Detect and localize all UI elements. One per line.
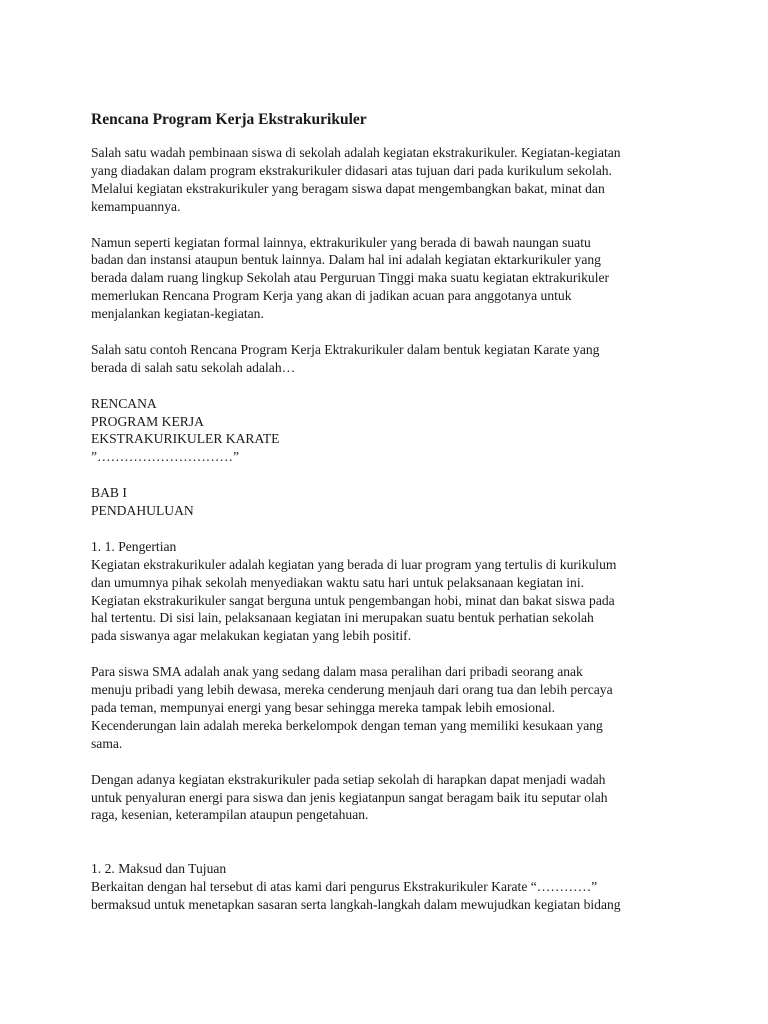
text-line: Melalui kegiatan ekstrakurikuler yang beragam siswa dapat mengembangkan bakat, minat dan xyxy=(91,180,605,196)
text-line: yang diadakan dalam program ekstrakurikuler didasari atas tujuan dari pada kurikulum sekolah. xyxy=(91,162,612,178)
paragraph-intro xyxy=(91,144,691,216)
section-title: 1. 2. Maksud dan Tujuan xyxy=(91,861,227,877)
paragraph-example xyxy=(91,341,691,377)
section-pengertian xyxy=(91,538,691,645)
text-line: sama. xyxy=(91,735,123,751)
text-line: Namun seperti kegiatan formal lainnya, ektrakurikuler yang berada di bawah naungan suatu xyxy=(91,234,591,250)
text-line: kemampuannya. xyxy=(91,198,181,214)
heading-line: PROGRAM KERJA xyxy=(91,413,204,429)
document-title: Rencana Program Kerja Ekstrakurikuler xyxy=(91,111,367,128)
paragraph-wadah xyxy=(91,771,691,825)
heading-line: EKSTRAKURIKULER KARATE xyxy=(91,431,280,447)
text-line: Salah satu wadah pembinaan siswa di sekolah adalah kegiatan ekstrakurikuler. Kegiatan-kegiatan xyxy=(91,145,621,160)
text-line: Kecenderungan lain adalah mereka berkelompok dengan teman yang memiliki kesukaan yang xyxy=(91,717,603,733)
text-line: dan umumnya pihak sekolah menyediakan waktu satu hari untuk pelaksanaan kegiatan ini. xyxy=(91,574,585,590)
text-line: berada di salah satu sekolah adalah… xyxy=(91,359,296,375)
text-line: Kegiatan ekstrakurikuler sangat berguna untuk pengembangan hobi, minat dan bakat siswa pada xyxy=(91,592,615,608)
text-line: memerlukan Rencana Program Kerja yang akan di jadikan acuan para anggotanya untuk xyxy=(91,288,572,304)
text-line: bermaksud untuk menetapkan sasaran serta langkah-langkah dalam mewujudkan kegiatan bidang xyxy=(91,896,621,912)
text-line: Para siswa SMA adalah anak yang sedang dalam masa peralihan dari pribadi seorang anak xyxy=(91,664,583,680)
heading-line: PENDAHULUAN xyxy=(91,503,194,519)
text-line: menuju pribadi yang lebih dewasa, mereka cenderung menjauh dari orang tua dan lebih percaya xyxy=(91,682,613,698)
text-line: pada teman, mempunyai energi yang besar sehingga mereka tampak lebih emosional. xyxy=(91,700,556,715)
text-line: badan dan instansi ataupun bentuk lainnya. Dalam hal ini adalah kegiatan ektarkurikuler yang xyxy=(91,252,601,268)
text-line: pada siswanya agar melakukan kegiatan yang lebih positif. xyxy=(91,628,412,644)
blank-line xyxy=(91,842,691,860)
text-line: Berkaitan dengan hal tersebut di atas kami dari pengurus Ekstrakurikuler Karate “…………” xyxy=(91,879,598,895)
text-line: raga, kesenian, keterampilan ataupun pengetahuan. xyxy=(91,807,369,823)
paragraph-siswa-sma xyxy=(91,663,691,753)
text-line: menjalankan kegiatan-kegiatan. xyxy=(91,306,264,322)
text-line: Kegiatan ekstrakurikuler adalah kegiatan yang berada di luar program yang tertulis di kurikulum xyxy=(91,556,617,572)
program-heading xyxy=(91,395,691,467)
heading-line: RENCANA xyxy=(91,395,157,411)
heading-line: BAB I xyxy=(91,485,127,501)
text-line: berada dalam ruang lingkup Sekolah atau Perguruan Tinggi maka suatu kegiatan ektrakurikuler xyxy=(91,270,610,286)
heading-line: ”…………………………” xyxy=(91,449,240,465)
document-page xyxy=(91,110,691,932)
section-title: 1. 1. Pengertian xyxy=(91,538,177,554)
text-line: Dengan adanya kegiatan ekstrakurikuler pada setiap sekolah di harapkan dapat menjadi wadah xyxy=(91,771,606,787)
text-line: untuk penyaluran energi para siswa dan jenis kegiatanpun sangat beragam baik itu seputar olah xyxy=(91,789,608,805)
text-line: hal tertentu. Di sisi lain, pelaksanaan kegiatan ini merupakan suatu bentuk perhatian sekolah xyxy=(91,610,594,626)
chapter-heading xyxy=(91,484,691,520)
text-line: Salah satu contoh Rencana Program Kerja Ektrakurikuler dalam bentuk kegiatan Karate yang xyxy=(91,341,600,357)
section-maksud-tujuan xyxy=(91,860,691,914)
paragraph-formal xyxy=(91,234,691,324)
